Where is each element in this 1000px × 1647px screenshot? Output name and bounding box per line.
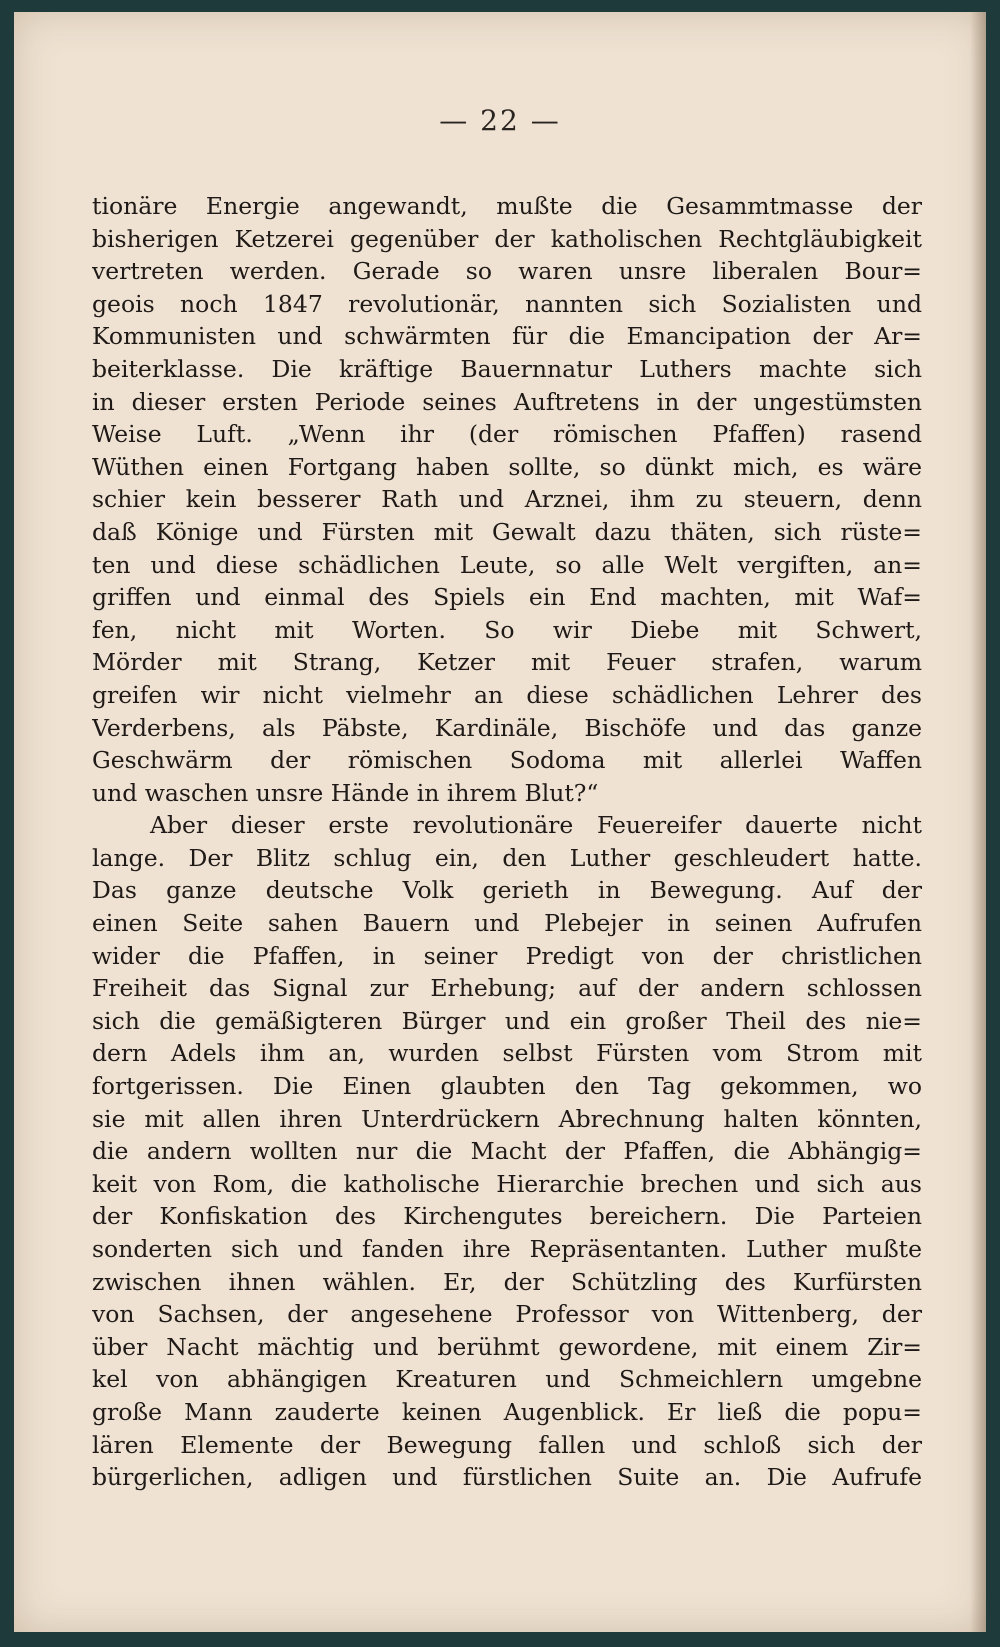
text-line: schier kein besserer Rath und Arznei, ihm zu steuern, denn — [92, 485, 922, 514]
text-line: vertreten werden. Gerade so waren unsre liberalen Bour= — [92, 257, 922, 286]
text-line: Mörder mit Strang, Ketzer mit Feuer strafen, warum — [92, 648, 922, 677]
text-line: Geschwärm der römischen Sodoma mit allerlei Waffen — [92, 746, 922, 775]
text-line: geois noch 1847 revolutionär, nannten sich Sozialisten und — [92, 289, 922, 318]
text-line: Das ganze deutsche Volk gerieth in Bewegung. Auf der — [92, 876, 922, 905]
text-line: daß Könige und Fürsten mit Gewalt dazu thäten, sich rüste= — [92, 517, 922, 546]
text-line: lären Elemente der Bewegung fallen und schloß sich der — [92, 1430, 922, 1459]
text-line: beiterklasse. Die kräftige Bauernnatur Luthers machte sich — [92, 354, 922, 383]
text-line: zwischen ihnen wählen. Er, der Schützling des Kurfürsten — [92, 1267, 922, 1296]
text-line: sonderten sich und fanden ihre Repräsentanten. Luther mußte — [92, 1235, 922, 1263]
text-line: sich die gemäßigteren Bürger und ein großer Theil des nie= — [92, 1006, 922, 1035]
text-line: Weise Luft. „Wenn ihr (der römischen Pfaffen) rasend — [92, 420, 922, 449]
page-number: — 22 — — [439, 104, 561, 137]
text-line: wider die Pfaffen, in seiner Predigt von der christlichen — [92, 941, 922, 970]
page-edge-shadow — [970, 12, 986, 1632]
text-line: greifen wir nicht vielmehr an diese schädlichen Lehrer des — [92, 680, 922, 709]
book-page — [14, 12, 986, 1632]
text-line: fortgerissen. Die Einen glaubten den Tag gekommen, wo — [92, 1072, 922, 1101]
text-line: bisherigen Ketzerei gegenüber der katholischen Rechtgläubigkeit — [92, 224, 922, 253]
text-line: lange. Der Blitz schlug ein, den Luther geschleudert hatte. — [92, 843, 922, 872]
text-line: dern Adels ihm an, wurden selbst Fürsten vom Strom mit — [92, 1039, 922, 1068]
text-line: über Nacht mächtig und berühmt gewordene, mit einem Zir= — [92, 1332, 922, 1361]
text-line: kel von abhängigen Kreaturen und Schmeichlern umgebne — [92, 1365, 922, 1394]
text-line: Verderbens, als Päbste, Kardinäle, Bischöfe und das ganze — [92, 713, 922, 742]
text-line: tionäre Energie angewandt, mußte die Gesammtmasse der — [92, 192, 922, 220]
text-line: bürgerlichen, adligen und fürstlichen Suite an. Die Aufrufe — [92, 1463, 922, 1492]
text-line: sie mit allen ihren Unterdrückern Abrechnung halten könnten, — [92, 1104, 922, 1133]
text-line: Aber dieser erste revolutionäre Feuereifer dauerte nicht — [150, 811, 922, 840]
text-line: Wüthen einen Fortgang haben sollte, so dünkt mich, es wäre — [92, 452, 922, 481]
text-line: von Sachsen, der angesehene Professor von Wittenberg, der — [92, 1300, 922, 1329]
text-line: die andern wollten nur die Macht der Pfaffen, die Abhängig= — [92, 1137, 922, 1166]
text-line: große Mann zauderte keinen Augenblick. Er ließ die popu= — [92, 1397, 922, 1426]
text-line: fen, nicht mit Worten. So wir Diebe mit Schwert, — [92, 615, 922, 644]
text-line: und waschen unsre Hände in ihrem Blut?“ — [92, 778, 599, 807]
text-line: keit von Rom, die katholische Hierarchie brechen und sich aus — [92, 1169, 922, 1198]
body-text — [92, 190, 922, 1494]
text-line: der Konfiskation des Kirchengutes bereichern. Die Parteien — [92, 1202, 922, 1231]
text-line: einen Seite sahen Bauern und Plebejer in seinen Aufrufen — [92, 909, 922, 938]
text-line: Kommunisten und schwärmten für die Emancipation der Ar= — [92, 322, 922, 351]
text-line: Freiheit das Signal zur Erhebung; auf der andern schlossen — [92, 974, 922, 1003]
text-line: ten und diese schädlichen Leute, so alle Welt vergiften, an= — [92, 550, 922, 579]
text-line: in dieser ersten Periode seines Auftretens in der ungestümsten — [92, 387, 922, 416]
text-line: griffen und einmal des Spiels ein End machten, mit Waf= — [92, 583, 922, 612]
